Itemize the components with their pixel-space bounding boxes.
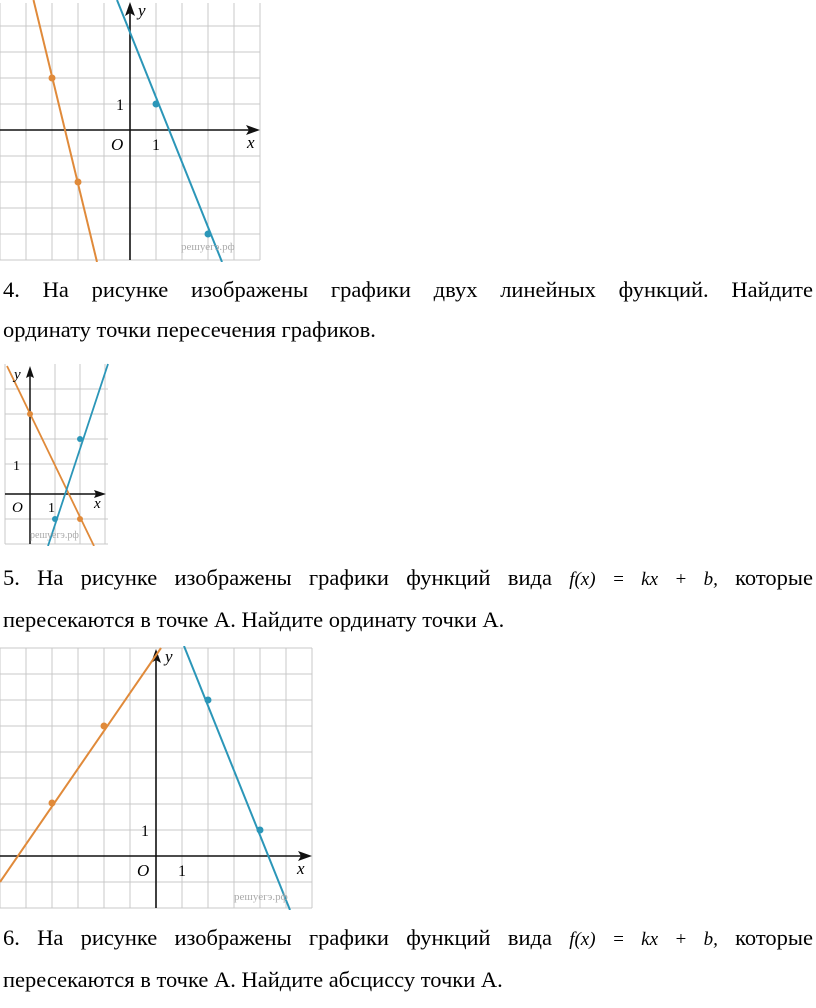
orange-point bbox=[75, 179, 82, 186]
watermark: решуегэ.рф bbox=[234, 891, 288, 903]
orange-line bbox=[0, 648, 161, 882]
orange-point bbox=[101, 723, 108, 730]
problem-6-line-1-end: которые bbox=[735, 925, 814, 950]
watermark: решуегэ.рф bbox=[181, 241, 235, 253]
origin-label: O bbox=[137, 861, 150, 880]
orange-line bbox=[34, 0, 98, 262]
problem-5-line-2: пересекаются в точке A. Найдите ординату точки A. bbox=[3, 607, 505, 632]
problem-5-line-1-start: 5. На рисунке изображены графики функций вида bbox=[3, 565, 552, 590]
formula: f(x) = kx + b, bbox=[569, 569, 718, 590]
problem-4-text bbox=[3, 270, 813, 350]
problem-6-line-1 bbox=[3, 918, 813, 960]
graph-1 bbox=[0, 0, 264, 262]
origin-label: O bbox=[12, 500, 23, 516]
y-axis-label: y bbox=[138, 1, 146, 20]
x-axis-label: x bbox=[247, 133, 255, 152]
y-axis-label: y bbox=[165, 647, 173, 666]
blue-point bbox=[52, 516, 58, 522]
problem-4-line-1: 4. На рисунке изображены графики двух линейных функций. Найдите bbox=[3, 277, 813, 302]
blue-point bbox=[205, 231, 212, 238]
x-axis-label: x bbox=[94, 496, 101, 512]
x-tick-label: 1 bbox=[178, 863, 186, 880]
y-axis-label: y bbox=[14, 367, 21, 383]
problem-5-text bbox=[3, 558, 813, 640]
orange-point bbox=[49, 75, 56, 82]
x-axis-label: x bbox=[297, 859, 305, 878]
y-tick-label: 1 bbox=[116, 97, 124, 114]
axes bbox=[0, 6, 256, 260]
problem-4-line-2: ординату точки пересечения графиков. bbox=[3, 317, 376, 342]
problem-6-text bbox=[3, 918, 813, 1000]
x-tick-label: 1 bbox=[152, 137, 160, 154]
formula: f(x) = kx + b, bbox=[569, 929, 718, 950]
graph-3 bbox=[0, 646, 316, 910]
y-tick-label: 1 bbox=[141, 823, 149, 840]
watermark: решуегэ.рф bbox=[30, 530, 79, 541]
orange-point bbox=[77, 516, 83, 522]
graph-2 bbox=[0, 362, 112, 546]
blue-point bbox=[153, 101, 160, 108]
problem-5-line-1-end: которые bbox=[735, 565, 814, 590]
blue-line bbox=[117, 0, 222, 262]
problem-6-line-1-start: 6. На рисунке изображены графики функций вида bbox=[3, 925, 552, 950]
blue-point bbox=[77, 436, 83, 442]
problem-5-line-1 bbox=[3, 558, 813, 600]
origin-label: O bbox=[111, 135, 124, 154]
blue-point bbox=[257, 827, 264, 834]
y-tick-label: 1 bbox=[13, 459, 20, 474]
orange-point bbox=[27, 411, 33, 417]
x-tick-label: 1 bbox=[48, 501, 55, 516]
orange-point bbox=[49, 800, 56, 807]
problem-6-line-2: пересекаются в точке A. Найдите абсциссу точки A. bbox=[3, 967, 503, 992]
blue-point bbox=[205, 697, 212, 704]
